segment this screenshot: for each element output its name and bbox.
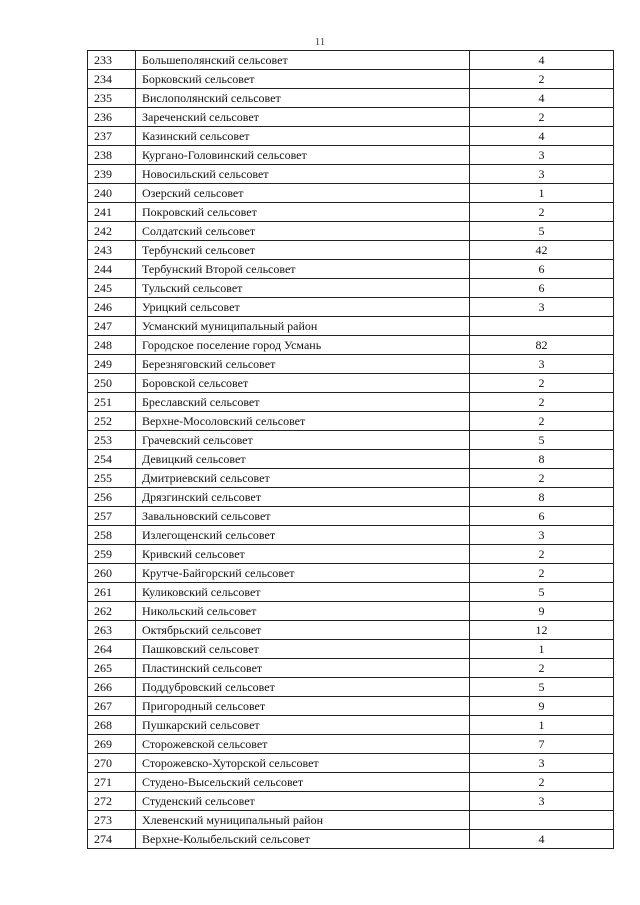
row-value-cell: 2 [470,203,614,222]
row-number-cell: 264 [88,640,136,659]
row-number-cell: 235 [88,89,136,108]
table-row [88,51,614,70]
registry-table [87,50,614,849]
row-number-cell: 247 [88,317,136,336]
row-number-cell: 273 [88,811,136,830]
table-row [88,450,614,469]
row-value-cell: 7 [470,735,614,754]
row-value-cell: 8 [470,450,614,469]
row-value-cell: 2 [470,374,614,393]
row-value-cell: 2 [470,412,614,431]
table-row [88,659,614,678]
row-number-cell: 267 [88,697,136,716]
row-name-cell: Пластинский сельсовет [136,659,470,678]
table-row [88,754,614,773]
row-name-cell: Пушкарский сельсовет [136,716,470,735]
row-name-cell: Вислополянский сельсовет [136,89,470,108]
row-value-cell: 1 [470,640,614,659]
table-row [88,317,614,336]
table-row [88,412,614,431]
table-row [88,355,614,374]
table-row [88,89,614,108]
row-value-cell: 2 [470,773,614,792]
row-name-cell: Крутче-Байгорский сельсовет [136,564,470,583]
row-name-cell: Пашковский сельсовет [136,640,470,659]
row-number-cell: 234 [88,70,136,89]
row-value-cell [470,317,614,336]
table-row [88,640,614,659]
table-row [88,678,614,697]
table-row [88,697,614,716]
row-name-cell: Боровской сельсовет [136,374,470,393]
row-number-cell: 256 [88,488,136,507]
table-row [88,583,614,602]
row-value-cell: 3 [470,355,614,374]
row-name-cell: Верхне-Мосоловский сельсовет [136,412,470,431]
row-value-cell: 5 [470,583,614,602]
row-number-cell: 268 [88,716,136,735]
table-row [88,735,614,754]
row-value-cell: 3 [470,792,614,811]
row-number-cell: 255 [88,469,136,488]
row-name-cell: Грачевский сельсовет [136,431,470,450]
row-number-cell: 257 [88,507,136,526]
table-row [88,830,614,849]
row-name-cell: Сторожевско-Хуторской сельсовет [136,754,470,773]
table-row [88,222,614,241]
row-number-cell: 271 [88,773,136,792]
row-name-cell: Дрязгинский сельсовет [136,488,470,507]
row-name-cell: Завальновский сельсовет [136,507,470,526]
row-number-cell: 245 [88,279,136,298]
table-row [88,184,614,203]
row-name-cell: Зареченский сельсовет [136,108,470,127]
row-value-cell: 3 [470,298,614,317]
row-name-cell: Озерский сельсовет [136,184,470,203]
row-name-cell: Никольский сельсовет [136,602,470,621]
table-row [88,792,614,811]
table-row [88,469,614,488]
row-name-cell: Борковский сельсовет [136,70,470,89]
table-row [88,146,614,165]
row-value-cell: 2 [470,659,614,678]
row-number-cell: 265 [88,659,136,678]
row-number-cell: 239 [88,165,136,184]
row-value-cell: 5 [470,222,614,241]
row-name-cell: Березняговский сельсовет [136,355,470,374]
row-name-cell: Излегощенский сельсовет [136,526,470,545]
page-number: 11 [314,36,326,48]
row-value-cell: 1 [470,716,614,735]
row-number-cell: 236 [88,108,136,127]
row-value-cell: 3 [470,165,614,184]
table-row [88,507,614,526]
row-name-cell: Куликовский сельсовет [136,583,470,602]
table-row [88,165,614,184]
row-value-cell: 1 [470,184,614,203]
row-name-cell: Урицкий сельсовет [136,298,470,317]
row-number-cell: 254 [88,450,136,469]
row-number-cell: 260 [88,564,136,583]
table-row [88,298,614,317]
row-value-cell: 4 [470,89,614,108]
row-value-cell: 6 [470,507,614,526]
table-row [88,336,614,355]
row-number-cell: 250 [88,374,136,393]
row-value-cell: 2 [470,393,614,412]
row-number-cell: 274 [88,830,136,849]
row-number-cell: 238 [88,146,136,165]
row-value-cell: 6 [470,260,614,279]
table-row [88,431,614,450]
row-name-cell: Бреславский сельсовет [136,393,470,412]
row-number-cell: 240 [88,184,136,203]
table-row [88,488,614,507]
row-number-cell: 266 [88,678,136,697]
row-number-cell: 258 [88,526,136,545]
table-row [88,545,614,564]
row-number-cell: 272 [88,792,136,811]
row-number-cell: 233 [88,51,136,70]
row-number-cell: 248 [88,336,136,355]
table-row [88,564,614,583]
row-name-cell: Покровский сельсовет [136,203,470,222]
row-number-cell: 259 [88,545,136,564]
row-name-cell: Солдатский сельсовет [136,222,470,241]
table-row [88,811,614,830]
row-value-cell: 2 [470,545,614,564]
row-number-cell: 252 [88,412,136,431]
table-row [88,127,614,146]
row-value-cell: 4 [470,830,614,849]
row-value-cell: 3 [470,754,614,773]
registry-table-body [88,51,614,849]
row-name-cell: Дмитриевский сельсовет [136,469,470,488]
row-number-cell: 243 [88,241,136,260]
row-value-cell: 2 [470,469,614,488]
row-value-cell: 9 [470,697,614,716]
row-number-cell: 269 [88,735,136,754]
table-row [88,203,614,222]
row-value-cell: 2 [470,564,614,583]
row-name-cell: Октябрьский сельсовет [136,621,470,640]
table-row [88,526,614,545]
row-name-cell: Верхне-Колыбельский сельсовет [136,830,470,849]
row-value-cell: 82 [470,336,614,355]
table-row [88,260,614,279]
row-value-cell: 5 [470,678,614,697]
row-name-cell: Сторожевской сельсовет [136,735,470,754]
table-row [88,716,614,735]
row-number-cell: 249 [88,355,136,374]
row-number-cell: 246 [88,298,136,317]
row-name-cell: Кургано-Головинский сельсовет [136,146,470,165]
row-name-cell: Тульский сельсовет [136,279,470,298]
row-name-cell: Тербунский Второй сельсовет [136,260,470,279]
table-row [88,621,614,640]
row-number-cell: 241 [88,203,136,222]
row-value-cell: 9 [470,602,614,621]
row-value-cell: 3 [470,526,614,545]
table-row [88,374,614,393]
row-name-cell: Казинский сельсовет [136,127,470,146]
row-value-cell: 3 [470,146,614,165]
row-name-cell: Городское поселение город Усмань [136,336,470,355]
table-row [88,773,614,792]
row-name-cell: Хлевенский муниципальный район [136,811,470,830]
row-number-cell: 237 [88,127,136,146]
row-name-cell: Кривский сельсовет [136,545,470,564]
table-row [88,279,614,298]
row-name-cell: Студенский сельсовет [136,792,470,811]
row-number-cell: 262 [88,602,136,621]
row-name-cell: Тербунский сельсовет [136,241,470,260]
row-value-cell: 4 [470,51,614,70]
table-row [88,70,614,89]
row-number-cell: 244 [88,260,136,279]
row-number-cell: 251 [88,393,136,412]
row-name-cell: Девицкий сельсовет [136,450,470,469]
row-number-cell: 261 [88,583,136,602]
row-name-cell: Новосильский сельсовет [136,165,470,184]
table-row [88,393,614,412]
row-value-cell: 4 [470,127,614,146]
row-number-cell: 253 [88,431,136,450]
table-row [88,241,614,260]
row-value-cell: 12 [470,621,614,640]
row-name-cell: Студено-Высельский сельсовет [136,773,470,792]
row-name-cell: Пригородный сельсовет [136,697,470,716]
row-value-cell: 42 [470,241,614,260]
row-value-cell: 6 [470,279,614,298]
table-row [88,108,614,127]
row-name-cell: Усманский муниципальный район [136,317,470,336]
row-value-cell: 8 [470,488,614,507]
row-value-cell [470,811,614,830]
row-value-cell: 2 [470,70,614,89]
row-number-cell: 242 [88,222,136,241]
table-row [88,602,614,621]
row-name-cell: Поддубровский сельсовет [136,678,470,697]
row-value-cell: 2 [470,108,614,127]
row-name-cell: Большеполянский сельсовет [136,51,470,70]
row-number-cell: 270 [88,754,136,773]
row-value-cell: 5 [470,431,614,450]
row-number-cell: 263 [88,621,136,640]
